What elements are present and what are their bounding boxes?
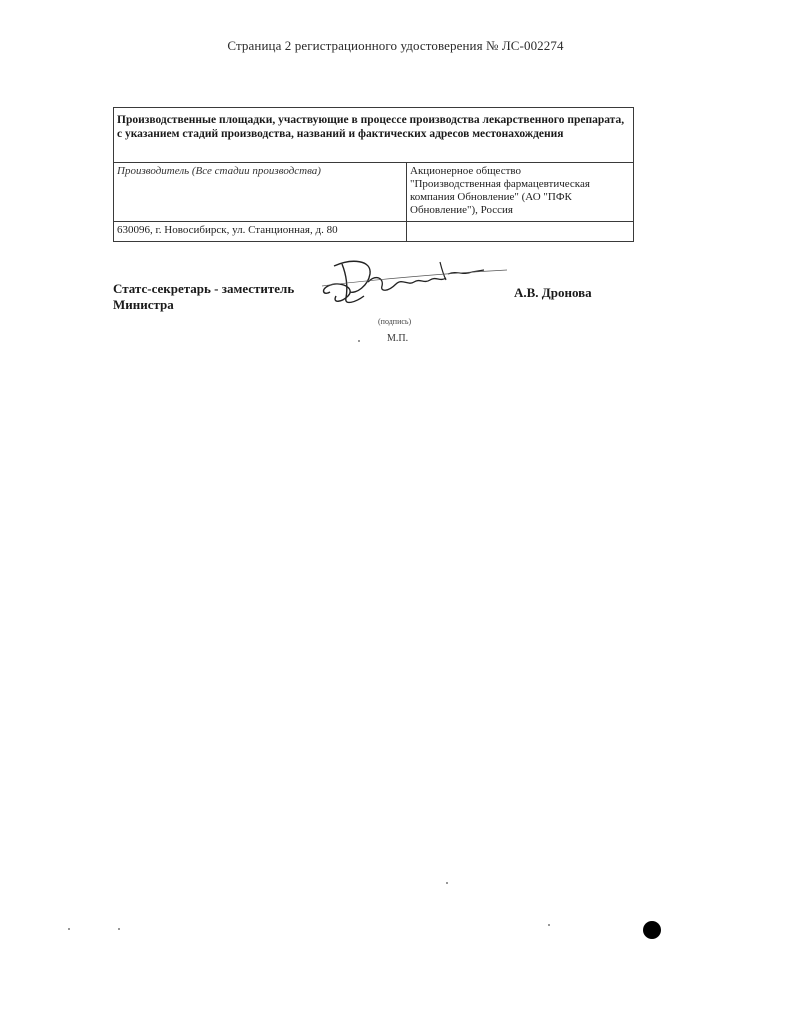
signer-position xyxy=(113,281,313,313)
scan-speck xyxy=(548,924,550,926)
signature-caption: (подпись) xyxy=(378,317,412,326)
company-line: "Производственная фармацевтическая xyxy=(410,178,590,191)
table-heading: Производственные площадки, участвующие в процессе производства лекарственного препарата, с указанием стадий производства, названий и фактических адресов местонахождения xyxy=(114,108,634,163)
company-line: Обновление"), Россия xyxy=(410,204,513,217)
scan-speck xyxy=(446,882,448,884)
handwritten-signature xyxy=(312,252,512,312)
scan-punch-mark xyxy=(643,921,661,939)
manufacturer-address: 630096, г. Новосибирск, ул. Станционная, д. 80 xyxy=(114,222,407,242)
company-line: Акционерное общество xyxy=(410,165,522,178)
scan-speck xyxy=(118,928,120,930)
company-line: компания Обновление" (АО "ПФК xyxy=(410,191,572,204)
stamp-caption: М.П. xyxy=(387,333,409,344)
scan-speck xyxy=(358,340,360,342)
signer-name: А.В. Дронова xyxy=(514,285,592,300)
page-header: Страница 2 регистрационного удостоверения № ЛС-002274 xyxy=(227,38,564,53)
empty-cell xyxy=(407,222,634,242)
manufacturer-company xyxy=(407,163,634,222)
signer-position-line: Статс-секретарь - заместитель xyxy=(113,281,295,296)
production-sites-table xyxy=(113,107,634,242)
manufacturer-role: Производитель (Все стадии производства) xyxy=(114,163,407,222)
scan-speck xyxy=(68,928,70,930)
signer-position-line: Министра xyxy=(113,297,174,312)
